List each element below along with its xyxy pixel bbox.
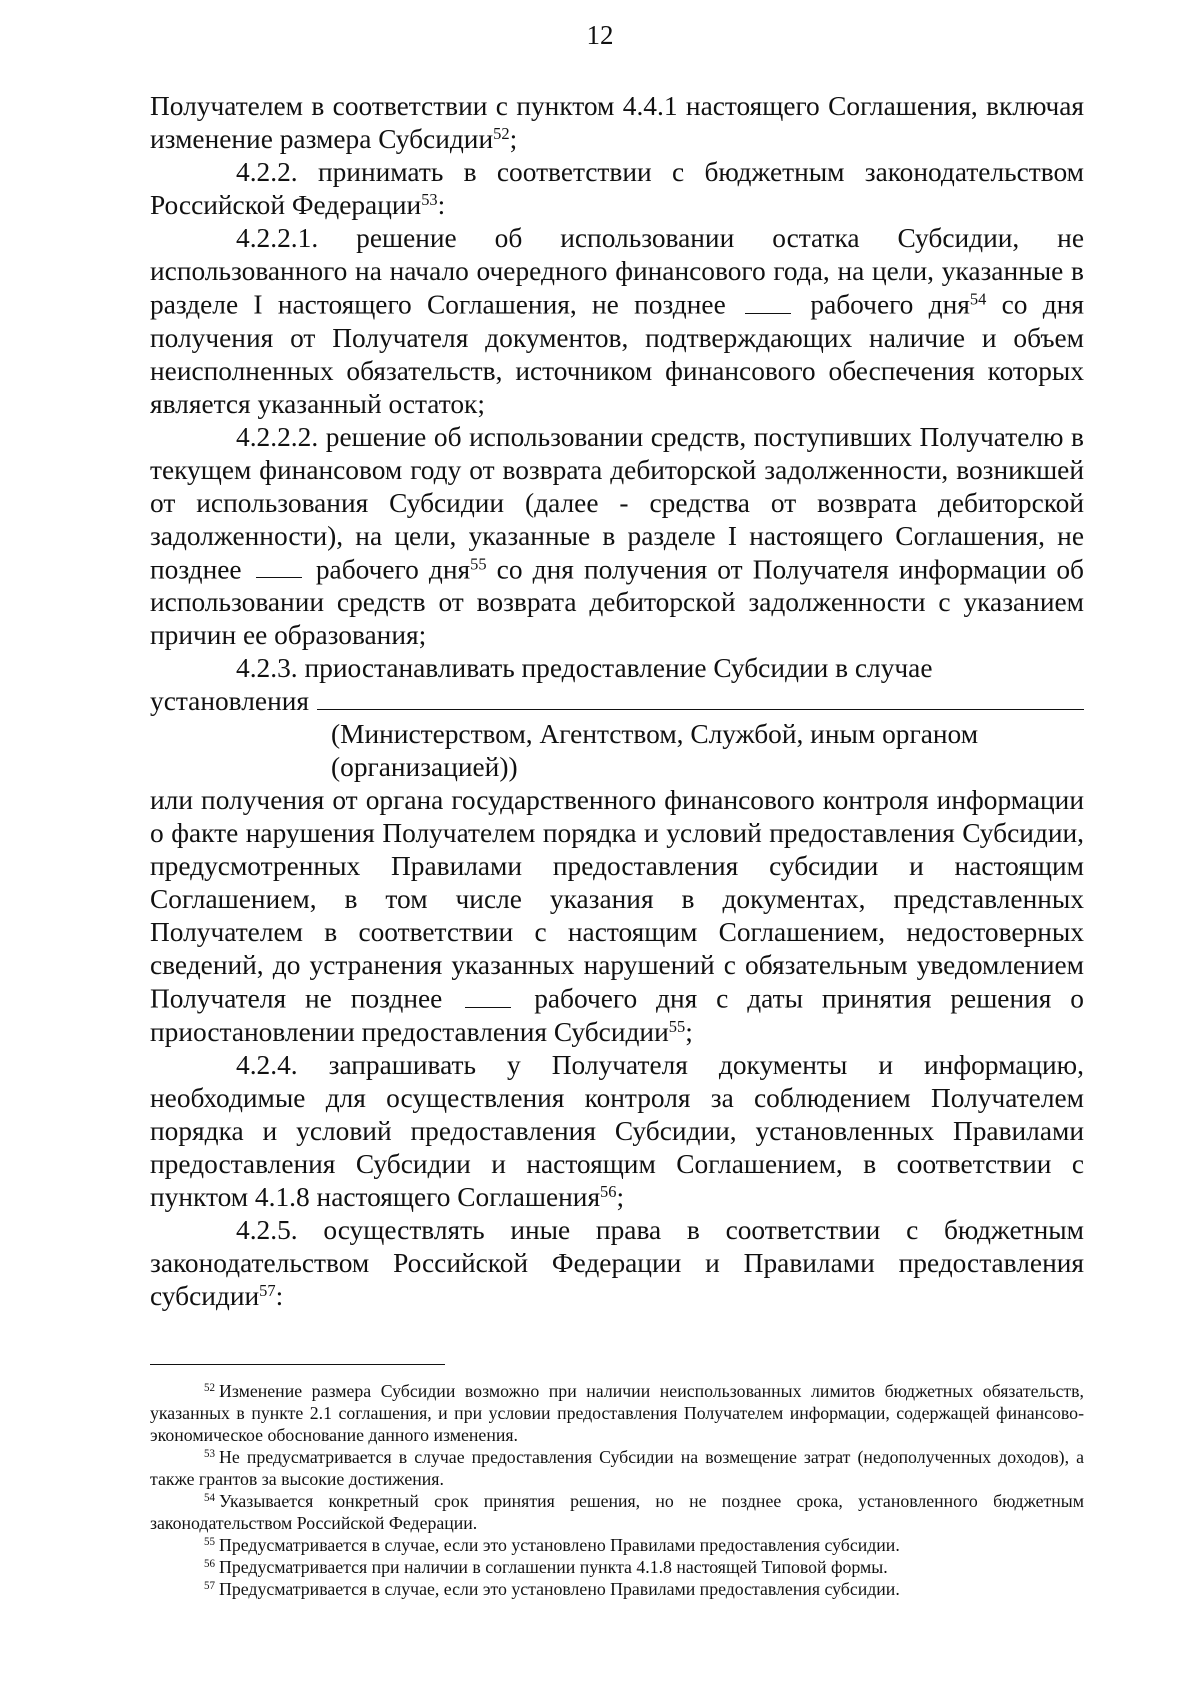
footnote-text: Указывается конкретный срок принятия решения, но не позднее срока, установленного бюджетным законодательством Российской Федерации.	[150, 1491, 1084, 1533]
clause-4-2-2-2	[150, 421, 1084, 653]
footnote-number: 54	[204, 1491, 216, 1504]
paragraph-continuation	[150, 90, 1084, 156]
punctuation: :	[275, 1280, 284, 1311]
footnote-number: 56	[204, 1557, 216, 1570]
footnote-ref: 53	[421, 189, 438, 209]
footnote-number: 57	[204, 1579, 216, 1592]
page-number: 12	[586, 20, 614, 50]
footnote-ref: 54	[969, 289, 987, 309]
paragraph-text: рабочего дня с даты принятия решения о приостановлении предоставления Субсидии	[150, 983, 1084, 1047]
paragraph-text: 4.2.2. принимать в соответствии с бюджетным законодательством Российской Федерации	[150, 157, 1084, 220]
paragraph-text: 4.2.5. осуществлять иные права в соответствии с бюджетным законодательством Российской Федерации и Правилами предоставления субсидии	[150, 1214, 1084, 1311]
document-body	[150, 90, 1084, 1313]
footnote-text: Не предусматривается в случае предоставления Субсидии на возмещение затрат (недополученных доходов), а также грантов за высокие достижения.	[150, 1447, 1084, 1489]
blank-field	[465, 982, 511, 1008]
paragraph-text: 4.2.2.1. решение об использовании остатка Субсидии, не использованного на начало очередного финансового года, на цели, указанные в разделе I настоящего Соглашения, не позднее	[150, 223, 1084, 320]
paragraph-text: установления	[150, 686, 309, 717]
paragraph-text: Получателем в соответствии с пунктом 4.4.1 настоящего Соглашения, включая изменение размера Субсидии	[150, 91, 1084, 154]
paragraph-text: рабочего дня	[315, 554, 471, 585]
paragraph-text: со дня получения от Получателя документов, подтверждающих наличие и объем неисполненных обязательств, источником финансового обеспечения которых является указанный остаток;	[150, 289, 1085, 419]
paragraph-text: 4.2.2.2. решение об использовании средств, поступивших Получателю в текущем финансовом году от возврата дебиторской задолженности, возникшей от использования Субсидии (далее - средства от возврата дебиторской задолженности), на цели, указанные в разделе I настоящего Соглашения, не позднее	[150, 421, 1084, 585]
punctuation: :	[437, 190, 446, 220]
paragraph-text: со дня получения от Получателя информации об использовании средств от возврата дебиторской задолженности с указанием причин ее образования;	[150, 554, 1084, 651]
footnote-text: Изменение размера Субсидии возможно при наличии неиспользованных лимитов бюджетных обязательств, указанных в пункте 2.1 соглашения, и при условии предоставления Получателем информации, содержащей финансово-экономическое обоснование данного изменения.	[150, 1381, 1084, 1445]
clause-4-2-3-continuation	[150, 784, 1084, 1049]
footnote-number: 53	[204, 1447, 216, 1460]
punctuation: ;	[685, 1016, 693, 1047]
fill-in-caption: (Министерством, Агентством, Службой, иным органом (организацией))	[331, 719, 979, 783]
footnote-ref: 52	[493, 123, 510, 143]
footnote-item	[150, 1446, 1084, 1490]
footnote-number: 55	[204, 1535, 216, 1548]
blank-field	[745, 288, 791, 314]
footnote-text: Предусматривается при наличии в соглашении пункта 4.1.8 настоящей Типовой формы.	[219, 1557, 888, 1577]
footnote-item	[150, 1534, 1084, 1556]
footnote-text: Предусматривается в случае, если это установлено Правилами предоставления субсидии.	[219, 1535, 900, 1555]
clause-4-2-4	[150, 1049, 1084, 1214]
clause-4-2-2-1	[150, 222, 1084, 421]
footnote-ref: 55	[470, 554, 487, 574]
footnote-item	[150, 1578, 1084, 1600]
footnotes	[150, 1380, 1084, 1600]
paragraph-text: рабочего дня	[810, 289, 970, 320]
footnote-ref: 56	[600, 1181, 617, 1201]
footnote-number: 52	[204, 1381, 216, 1394]
footnote-item	[150, 1490, 1084, 1534]
footnote-ref: 55	[668, 1016, 686, 1036]
footnote-separator	[150, 1364, 445, 1365]
blank-field	[256, 553, 302, 579]
clause-4-2-5	[150, 1214, 1084, 1313]
clause-4-2-3: 4.2.3. приостанавливать предоставление Субсидии в случае	[236, 653, 933, 684]
fill-in-row	[150, 685, 1084, 718]
paragraph-text: или получения от органа государственного финансового контроля информации о факте нарушения Получателем порядка и условий предоставления Субсидии, предусмотренных Правилами предоставления субсидии и настоящим Соглашением, в том числе указания в документах, представленных Получателем в соответствии с настоящим Соглашением, недостоверных сведений, до устранения указанных нарушений с обязательным уведомлением Получателя не позднее	[150, 785, 1084, 1014]
footnote-ref: 57	[259, 1280, 276, 1300]
fill-in-line	[317, 708, 1084, 710]
punctuation: ;	[509, 124, 518, 154]
footnote-text: Предусматривается в случае, если это установлено Правилами предоставления субсидии.	[219, 1579, 900, 1599]
clause-4-2-2	[150, 156, 1084, 222]
punctuation: ;	[616, 1181, 625, 1212]
footnote-item	[150, 1556, 1084, 1578]
footnote-item	[150, 1380, 1084, 1446]
paragraph-text: 4.2.4. запрашивать у Получателя документы и информацию, необходимые для осуществления контроля за соблюдением Получателем порядка и условий предоставления Субсидии, установленных Правилами предоставления Субсидии и настоящим Соглашением, в соответствии с пунктом 4.1.8 настоящего Соглашения	[150, 1049, 1084, 1212]
